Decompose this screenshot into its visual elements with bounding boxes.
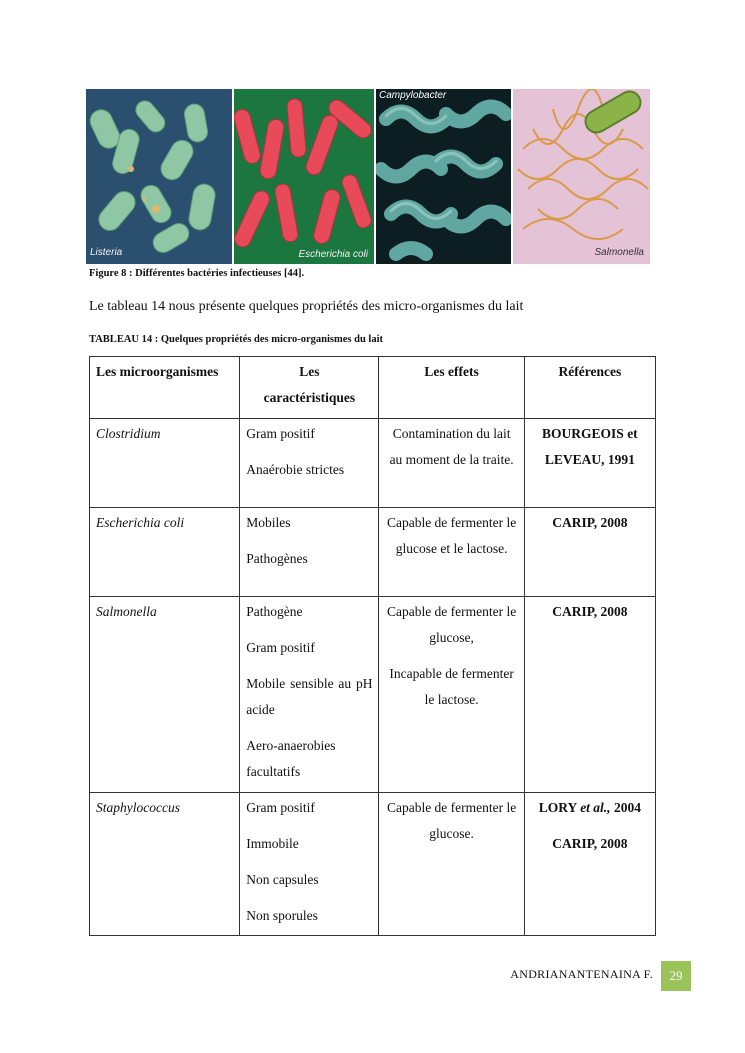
characteristic-item: Gram positif bbox=[246, 426, 315, 441]
effect-item: Capable de fermenter le glucose. bbox=[386, 800, 517, 841]
characteristic-item: Non sporules bbox=[246, 908, 318, 923]
effects-cell bbox=[379, 793, 524, 936]
characteristic-item: Non capsules bbox=[246, 872, 319, 887]
characteristic-item: Gram positif bbox=[246, 640, 315, 655]
listeria-micrograph-icon bbox=[86, 89, 232, 264]
table-row bbox=[90, 419, 656, 508]
characteristics-cell bbox=[240, 419, 379, 508]
organism-cell: Escherichia coli bbox=[90, 508, 240, 597]
header-organism: Les microorganismes bbox=[90, 357, 240, 419]
effects-cell bbox=[379, 419, 524, 508]
header-characteristics-line1: Les bbox=[299, 364, 320, 379]
page-number-badge: 29 bbox=[661, 961, 691, 991]
panel-label-salmonella: Salmonella bbox=[594, 247, 644, 258]
salmonella-micrograph-icon bbox=[513, 89, 650, 264]
characteristic-item: Pathogène bbox=[246, 604, 303, 619]
characteristic-item: Pathogènes bbox=[246, 551, 308, 566]
table-row bbox=[90, 508, 656, 597]
effect-item: Capable de fermenter le glucose et le lactose. bbox=[386, 515, 517, 556]
reference-item: BOURGEOIS et LEVEAU, 1991 bbox=[542, 426, 638, 467]
organism-cell: Clostridium bbox=[90, 419, 240, 508]
table-row bbox=[90, 793, 656, 936]
panel-label-ecoli: Escherichia coli bbox=[298, 249, 368, 260]
characteristic-item: Aero-anaerobies facultatifs bbox=[246, 738, 336, 779]
listeria-image bbox=[86, 89, 232, 264]
salmonella-image bbox=[513, 89, 650, 264]
panel-label-listeria: Listeria bbox=[90, 247, 123, 258]
characteristics-cell bbox=[240, 508, 379, 597]
ecoli-micrograph-icon bbox=[234, 89, 374, 264]
characteristic-item: Gram positif bbox=[246, 800, 315, 815]
table-row bbox=[90, 597, 656, 793]
ecoli-image bbox=[234, 89, 374, 264]
organism-cell: Staphylococcus bbox=[90, 793, 240, 936]
effects-cell bbox=[379, 508, 524, 597]
characteristic-item: Immobile bbox=[246, 836, 299, 851]
campylobacter-image bbox=[376, 89, 511, 264]
reference-item: CARIP, 2008 bbox=[552, 515, 628, 530]
effect-item: Incapable de fermenter le lactose. bbox=[389, 666, 514, 707]
characteristic-item: Mobile sensible au pH acide bbox=[246, 676, 373, 717]
reference-author: LORY bbox=[538, 800, 581, 815]
table-header-row bbox=[90, 357, 656, 419]
header-characteristics bbox=[240, 357, 379, 419]
references-cell bbox=[524, 793, 655, 936]
effect-item: Contamination du lait au moment de la traite. bbox=[389, 426, 514, 467]
table-title: TABLEAU 14 : Quelques propriétés des micro-organismes du lait bbox=[89, 334, 384, 345]
header-characteristics-line2: caractéristiques bbox=[263, 390, 356, 405]
effects-cell bbox=[379, 597, 524, 793]
characteristic-item: Mobiles bbox=[246, 515, 291, 530]
reference-item bbox=[531, 795, 649, 821]
characteristics-cell bbox=[240, 793, 379, 936]
campylobacter-micrograph-icon bbox=[376, 89, 511, 264]
organism-cell: Salmonella bbox=[90, 597, 240, 793]
reference-item: CARIP, 2008 bbox=[552, 836, 628, 851]
bacteria-figure bbox=[86, 89, 650, 264]
reference-etal: et al., bbox=[580, 800, 611, 815]
effect-item: Capable de fermenter le glucose, bbox=[386, 604, 517, 645]
header-references: Références bbox=[524, 357, 655, 419]
reference-year: 2004 bbox=[610, 800, 641, 815]
references-cell bbox=[524, 597, 655, 793]
reference-item: CARIP, 2008 bbox=[552, 604, 628, 619]
footer-author: ANDRIANANTENAINA F. bbox=[510, 967, 653, 981]
references-cell bbox=[524, 508, 655, 597]
figure-caption: Figure 8 : Différentes bactéries infectieuses [44]. bbox=[89, 268, 305, 279]
panel-label-campylobacter: Campylobacter bbox=[379, 90, 447, 101]
references-cell bbox=[524, 419, 655, 508]
intro-paragraph: Le tableau 14 nous présente quelques propriétés des micro-organismes du lait bbox=[89, 299, 524, 314]
properties-table bbox=[89, 356, 656, 936]
characteristics-cell bbox=[240, 597, 379, 793]
header-effects: Les effets bbox=[379, 357, 524, 419]
characteristic-item: Anaérobie strictes bbox=[246, 462, 345, 477]
